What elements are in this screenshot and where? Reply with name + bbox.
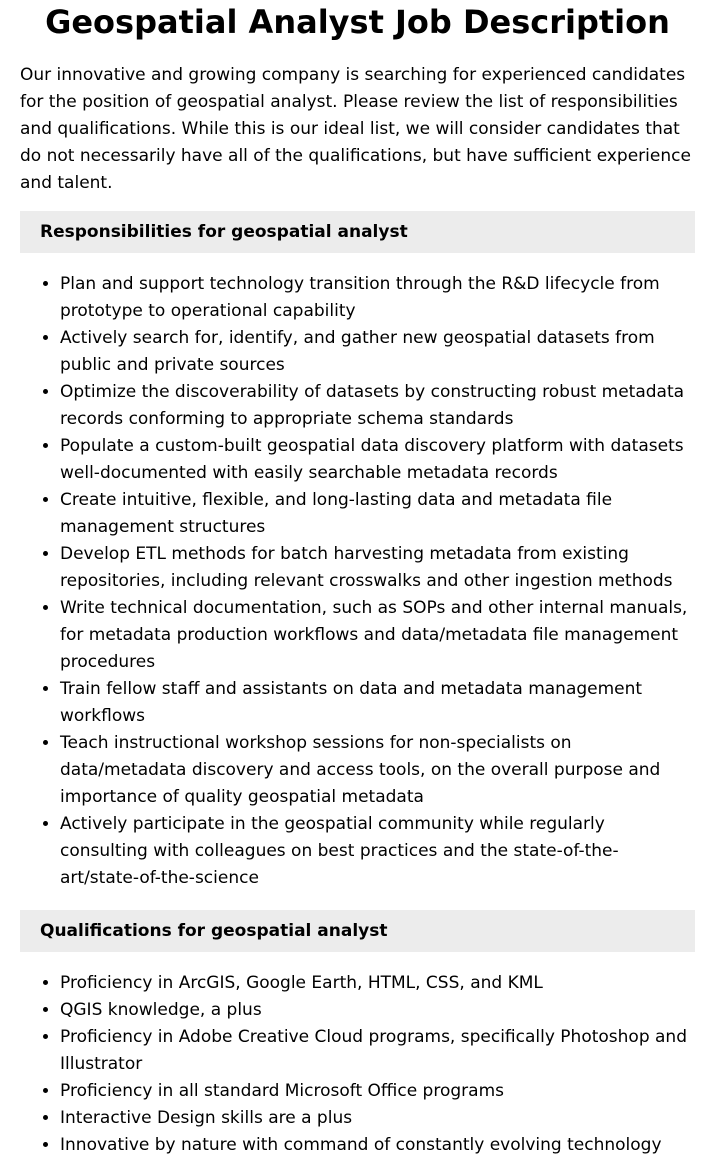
- list-item: • Teach instructional workshop sessions for non-specialists on data/metadata discovery and access tools, on the overall purpose and importance of quality geospatial metadata: [60, 730, 695, 811]
- list-item: • Actively search for, identify, and gather new geospatial datasets from public and private sources: [60, 325, 695, 379]
- responsibilities-list: [20, 271, 695, 892]
- qualifications-list: [20, 970, 695, 1159]
- list-item: • Interactive Design skills are a plus: [60, 1105, 695, 1132]
- list-item: • Actively participate in the geospatial community while regularly consulting with colleagues on best practices and the state-of-the-art/state-of-the-science: [60, 811, 695, 892]
- list-item: • Develop ETL methods for batch harvesting metadata from existing repositories, including relevant crosswalks and other ingestion methods: [60, 541, 695, 595]
- responsibilities-heading: Responsibilities for geospatial analyst: [20, 211, 695, 253]
- list-item: • Create intuitive, flexible, and long-lasting data and metadata file management structures: [60, 487, 695, 541]
- page-title: Geospatial Analyst Job Description: [45, 3, 670, 41]
- list-item: • Populate a custom-built geospatial data discovery platform with datasets well-documented with easily searchable metadata records: [60, 433, 695, 487]
- list-item: • Write technical documentation, such as SOPs and other internal manuals, for metadata production workflows and data/metadata file management procedures: [60, 595, 695, 676]
- qualifications-heading: Qualifications for geospatial analyst: [20, 910, 695, 952]
- list-item: • Optimize the discoverability of datasets by constructing robust metadata records conforming to appropriate schema standards: [60, 379, 695, 433]
- intro-paragraph: Our innovative and growing company is searching for experienced candidates for the position of geospatial analyst. Please review the list of responsibilities and qualifications. While this is our ideal list, we will consider candidates that do not necessarily have all of the qualifications, but have sufficient experience and talent.: [20, 65, 691, 193]
- list-item: • Proficiency in all standard Microsoft Office programs: [60, 1078, 695, 1105]
- list-item: • Innovative by nature with command of constantly evolving technology: [60, 1132, 695, 1159]
- list-item: • Plan and support technology transition through the R&D lifecycle from prototype to operational capability: [60, 271, 695, 325]
- list-item: • Proficiency in Adobe Creative Cloud programs, specifically Photoshop and Illustrator: [60, 1024, 695, 1078]
- list-item: • Train fellow staff and assistants on data and metadata management workflows: [60, 676, 695, 730]
- list-item: • Proficiency in ArcGIS, Google Earth, HTML, CSS, and KML: [60, 970, 695, 997]
- list-item: • QGIS knowledge, a plus: [60, 997, 695, 1024]
